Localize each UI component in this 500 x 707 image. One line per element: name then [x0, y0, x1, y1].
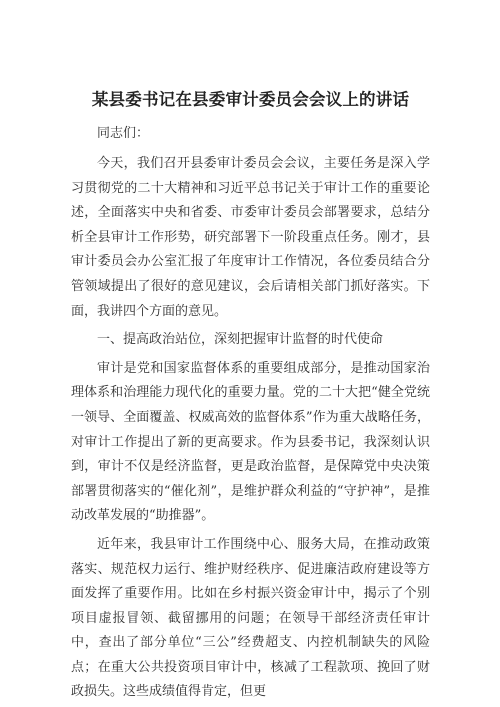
paragraph-recent-work: 近年来，我县审计工作围绕中心、服务大局，在推动政策落实、规范权力运行、维护财经秩序、促进廉洁政府建设等方面发挥了重要作用。比如在乡村振兴资金审计中，揭示了个别项目虚报冒领、截留挪用的问题；在领导干部经济责任审计中，查出了部分单位“三公”经费超支、内控机制缺失的风险点；在重大公共投资项目审计中，核减了工程款项、挽回了财政损失。这些成绩值得肯定，但更 [71, 536, 430, 700]
document-title: 某县委书记在县委审计委员会会议上的讲话 [91, 90, 410, 109]
section-heading-1: 一、提高政治站位，深刻把握审计监督的时代使命 [97, 332, 384, 348]
salutation: 同志们： [97, 126, 150, 141]
paragraph-opening: 今天，我们召开县委审计委员会会议，主要任务是深入学习贯彻党的二十大精神和习近平总书记关于审计工作的重要论述，全面落实中央和省委、市委审计委员会部署要求，总结分析全县审计工作形势，研究部署下一阶段重点任务。刚才，县审计委员会办公室汇报了年度审计工作情况，各位委员结合分管领域提出了很好的意见建议，会后请相关部门抓好落实。下面，我讲四个方面的意见。 [71, 156, 430, 319]
paragraph-audit-role: 审计是党和国家监督体系的重要组成部分，是推动国家治理体系和治理能力现代化的重要力量。党的二十大把“健全党统一领导、全面覆盖、权威高效的监督体系”作为重大战略任务，对审计工作提出了新的更高要求。作为县委书记，我深刻认识到，审计不仅是经济监督，更是政治监督，是保障党中央决策部署贯彻落实的“催化剂”，是维护群众利益的“守护神”，是推动改革发展的“助推器”。 [71, 360, 430, 524]
